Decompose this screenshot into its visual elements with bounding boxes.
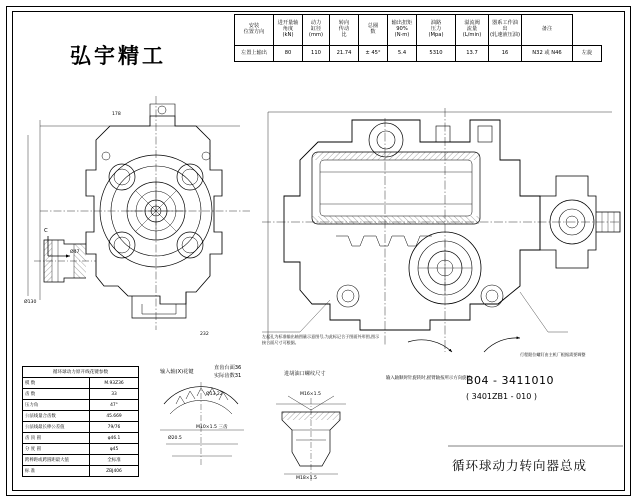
param-value: 45.669 [90,411,139,422]
param-key: 跨棒距或跨圆距最大值 [23,455,90,466]
spec-cell: 21.74 [330,46,359,62]
spec-header-cell: 动力 缸径 (mm) [303,15,330,46]
param-row [23,444,139,455]
spec-header-cell: 转向 传动 比 [330,15,359,46]
param-row [23,433,139,444]
section-title-teeth2: 实际齿数31 [214,373,242,379]
spec-cell: 5.4 [388,46,417,62]
spline-thread-label: M10×1.5 三齿 [196,425,228,430]
sector-shaft [409,232,481,304]
spec-cell: 左置上输出 [235,46,274,62]
param-key: 齿 顶 圆 [23,433,90,444]
param-row [23,378,139,389]
drawing-title: 循环球动力转向器总成 [452,458,588,473]
param-table-title: 循环球动力原开线花键参数 [23,367,139,378]
param-value: 全标准 [90,455,139,466]
drawing-number: B04 - 3411010 [466,374,554,387]
dim-label-left-b: Ø130 [24,300,37,305]
port-thread-m16: M16×1.5 [300,392,321,397]
drawing-note-right: 行程限位螺钉由主机厂根据需要调整 [520,352,586,357]
spec-cell: 左旋 [573,46,602,62]
dim-label-left-a: Ø47 [70,250,80,255]
param-value: 79/76 [90,422,139,433]
hydraulic-ports [436,126,492,142]
section-title-input-spline: 输入轴(X)花键 [160,369,194,375]
drawing-number-alt: ( 3401ZB1 - 010 ) [466,392,537,401]
dim-label-left-d: 232 [200,332,209,337]
param-row [23,411,139,422]
spline-diameter-label: Ø13.22 [206,392,223,397]
param-key: 分 度 圆 [23,444,90,455]
param-key: 标 准 [23,466,90,477]
spline-minor-label: Ø20.5 [168,436,182,441]
dim-label-left-c: 178 [112,112,121,117]
spec-cell: 110 [303,46,330,62]
left-end-view [28,96,250,330]
param-value: M.93Z36 [90,378,139,389]
rotation-arrows [408,338,520,352]
param-value: 47° [90,400,139,411]
spec-header-cell: 安装 位置方向 [235,15,274,46]
param-value: φ46.1 [90,433,139,444]
output-shaft-stub [34,240,96,282]
port-thread-detail [276,396,346,482]
spec-cell: 16 [489,46,522,62]
param-table-title-row [23,367,139,378]
param-row [23,389,139,400]
spec-cell: ± 45° [359,46,388,62]
port-thread-m18: M18×1.5 [296,476,317,481]
main-section-view [262,108,620,352]
param-value: 33 [90,389,139,400]
spec-cell: 5310 [417,46,456,62]
spec-cell: 13.7 [456,46,489,62]
param-row [23,455,139,466]
spec-header-cell: 输出扭矩 90% (N·m) [388,15,417,46]
spec-header-cell: 进开量轴 角度 (kN) [274,15,303,46]
spec-cell: 80 [274,46,303,62]
spec-header-cell: 总圈 数 [359,15,388,46]
spec-header-cell: 油路 压力 (Mpa) [417,15,456,46]
spec-header-cell: 备注 [522,15,573,46]
param-row [23,400,139,411]
drawing-note-main: 左起孔为标准输出轴图量示意图号,为此标记合于图面外形图,图示接合面尺寸可根据。 [262,334,380,346]
param-key: 模 数 [23,378,90,389]
param-key: 公法线量合齿数 [23,411,90,422]
param-key: 齿 数 [23,389,90,400]
param-key: 压力角 [23,400,90,411]
spline-parameter-table [22,366,139,477]
rotation-direction-note: 输入轴顺时针旋转时,摇臂轴按所示方向旋转 [386,376,471,381]
param-row [23,466,139,477]
param-key: 公法线最长棒公差值 [23,422,90,433]
param-row [23,422,139,433]
spec-cell: N32 或 N46 [522,46,573,62]
view-label-c: C [44,228,48,234]
company-logo-text: 弘宇精工 [70,44,166,68]
spec-header-cell: 溢流阀 流量 (L/min) [456,15,489,46]
param-value: φ45 [90,444,139,455]
spec-header-cell: 器系工作油出 (轧速液压油) [489,15,522,46]
section-title-teeth1: 直齿台面36 [214,365,242,371]
section-title-port: 进胡油口螺纹尺寸 [284,371,326,377]
param-value: ZBJ406 [90,466,139,477]
